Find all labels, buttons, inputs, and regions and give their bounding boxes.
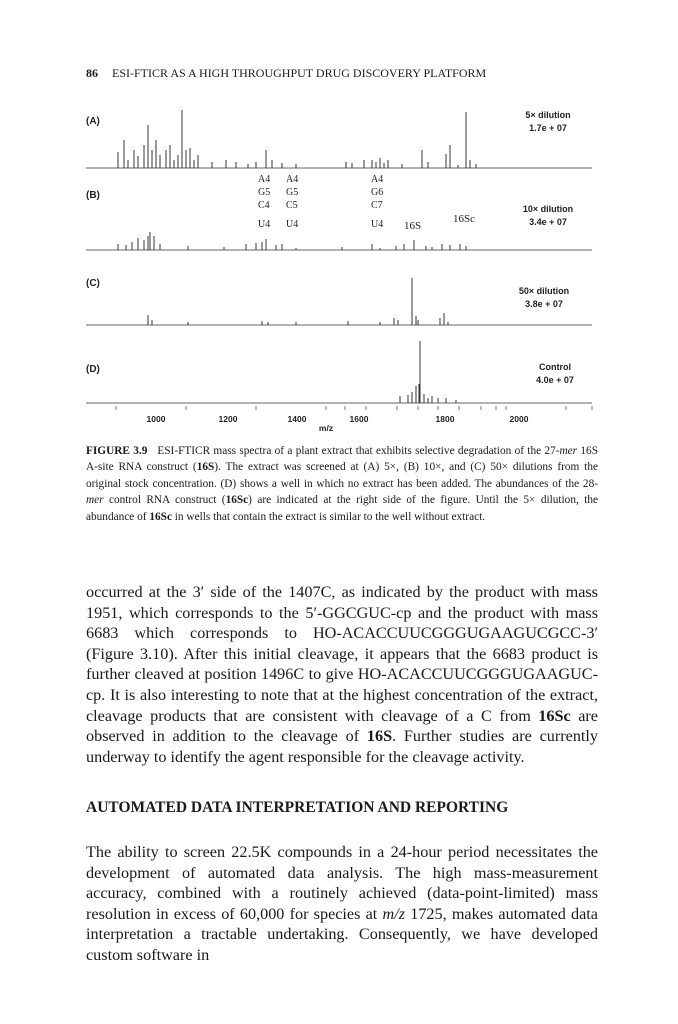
- panel-c-condition: 50× dilution: [518, 286, 570, 296]
- caption-text-3: ). The extract was screened at (A) 5×, (B) 10×, and (C) 50× dilutions from the original stock concentration. (D) shows a well in which no extract has been added. The abundances of the 28-: [86, 461, 598, 490]
- annotation-1-c: C4: [258, 200, 270, 211]
- body-paragraph-2: [86, 842, 598, 966]
- x-tick-1400: 1400: [287, 414, 307, 424]
- x-tick-1000: 1000: [146, 414, 166, 424]
- caption-text-5: ) are indicated at the right side of the figure. Until the 5× dilution, the abundance of: [86, 494, 598, 523]
- section-heading: AUTOMATED DATA INTERPRETATION AND REPORTING: [86, 799, 509, 816]
- x-axis-ticks: [116, 406, 592, 410]
- body-paragraph-1: [86, 582, 598, 767]
- panel-b-intensity: 3.4e + 07: [529, 217, 567, 227]
- panel-d-condition: Control: [539, 362, 571, 372]
- body1-text-2: are observed in addition to the cleavage of: [86, 706, 598, 746]
- annotation-2-g: G5: [286, 187, 299, 198]
- body2-text-1: The ability to screen 22.5K compounds in a 24-hour period necessitates the development of automated data analysis. The high mass-measurement accuracy, combined with a routinely achieved (data-point-limited) mass resolution in excess of 60,000 for species at: [86, 843, 598, 923]
- x-tick-2000: 2000: [509, 414, 529, 424]
- body2-text-2: 1725, makes automated data interpretation a tractable undertaking. Consequently, we have developed custom software in: [86, 904, 598, 964]
- caption-text-4: control RNA construct (: [103, 494, 226, 507]
- annotation-3-u: U4: [371, 219, 384, 230]
- panel-a-label: (A): [86, 116, 100, 127]
- peak-label-16sc: 16Sc: [453, 213, 475, 225]
- caption-text-6: in wells that contain the extract is similar to the well without extract.: [171, 510, 486, 523]
- caption-text-2: 16S A-site RNA construct (: [86, 445, 598, 474]
- caption-bold-16sc-2: 16Sc: [149, 510, 172, 523]
- panel-c-intensity: 3.8e + 07: [525, 299, 563, 309]
- panel-b-condition: 10× dilution: [522, 204, 574, 214]
- annotation-1-u: U4: [258, 219, 271, 230]
- caption-italic-1: mer: [559, 445, 578, 457]
- x-axis-label: m/z: [318, 423, 334, 433]
- figure-label: FIGURE 3.9: [86, 445, 148, 457]
- annotation-3-c: C7: [371, 200, 383, 211]
- annotation-1-g: G5: [258, 187, 271, 198]
- panel-b-spectrum: [86, 232, 592, 250]
- panel-d-label: (D): [86, 364, 100, 375]
- panel-a-spectrum: [86, 110, 592, 168]
- body1-text-3: . Further studies are currently underway to identify the agent responsible for the cleavage activity.: [86, 727, 598, 766]
- panel-b-label: (B): [86, 190, 100, 201]
- body2-italic-mz: m/z: [382, 904, 406, 923]
- mass-spectra-figure: [0, 0, 678, 440]
- peak-label-16s: 16S: [404, 220, 422, 232]
- panel-c-label: (C): [86, 278, 100, 289]
- annotation-2-c: C5: [286, 200, 298, 211]
- x-tick-1600: 1600: [349, 414, 369, 424]
- body1-bold-16s: 16S: [366, 727, 393, 746]
- panel-c-spectrum: [86, 278, 592, 325]
- annotation-3-a: A4: [371, 174, 384, 185]
- caption-text-1: ESI-FTICR mass spectra of a plant extract that exhibits selective degradation of the 27-: [157, 445, 560, 457]
- annotation-3-g: G6: [371, 187, 384, 198]
- running-title: ESI-FTICR AS A HIGH THROUGHPUT DRUG DISCOVERY PLATFORM: [112, 66, 487, 80]
- panel-a-condition: 5× dilution: [525, 110, 571, 120]
- page-number: 86: [86, 66, 98, 80]
- annotation-2-u: U4: [286, 219, 299, 230]
- figure-caption: [86, 443, 598, 525]
- caption-bold-16sc-1: 16Sc: [225, 494, 249, 507]
- body1-text-1: occurred at the 3′ side of the 1407C, as indicated by the product with mass 1951, which corresponds to the 5′-GGCGUC-cp and the product with mass 6683 which corresponds to HO-ACACCUUCGGGUGAAGUCGCC-3′ (Figure 3.10). After this initial cleavage, it appears that the 6683 product is further cleaved at position 1496C to give HO-ACACCUUCGGGUGAAGUC-cp. It is also interesting to note that at the highest concentration of the extract, cleavage products that are consistent with cleavage of a C from: [86, 583, 598, 725]
- panel-d-intensity: 4.0e + 07: [536, 375, 574, 385]
- annotation-1-a: A4: [258, 174, 271, 185]
- panel-d-spectrum: [86, 341, 592, 403]
- x-tick-1800: 1800: [435, 414, 455, 424]
- annotation-2-a: A4: [286, 174, 299, 185]
- caption-italic-2: mer: [86, 494, 104, 507]
- caption-bold-16s: 16S: [196, 461, 215, 474]
- panel-a-intensity: 1.7e + 07: [529, 123, 567, 133]
- x-tick-1200: 1200: [218, 414, 238, 424]
- body1-bold-16sc: 16Sc: [538, 706, 571, 725]
